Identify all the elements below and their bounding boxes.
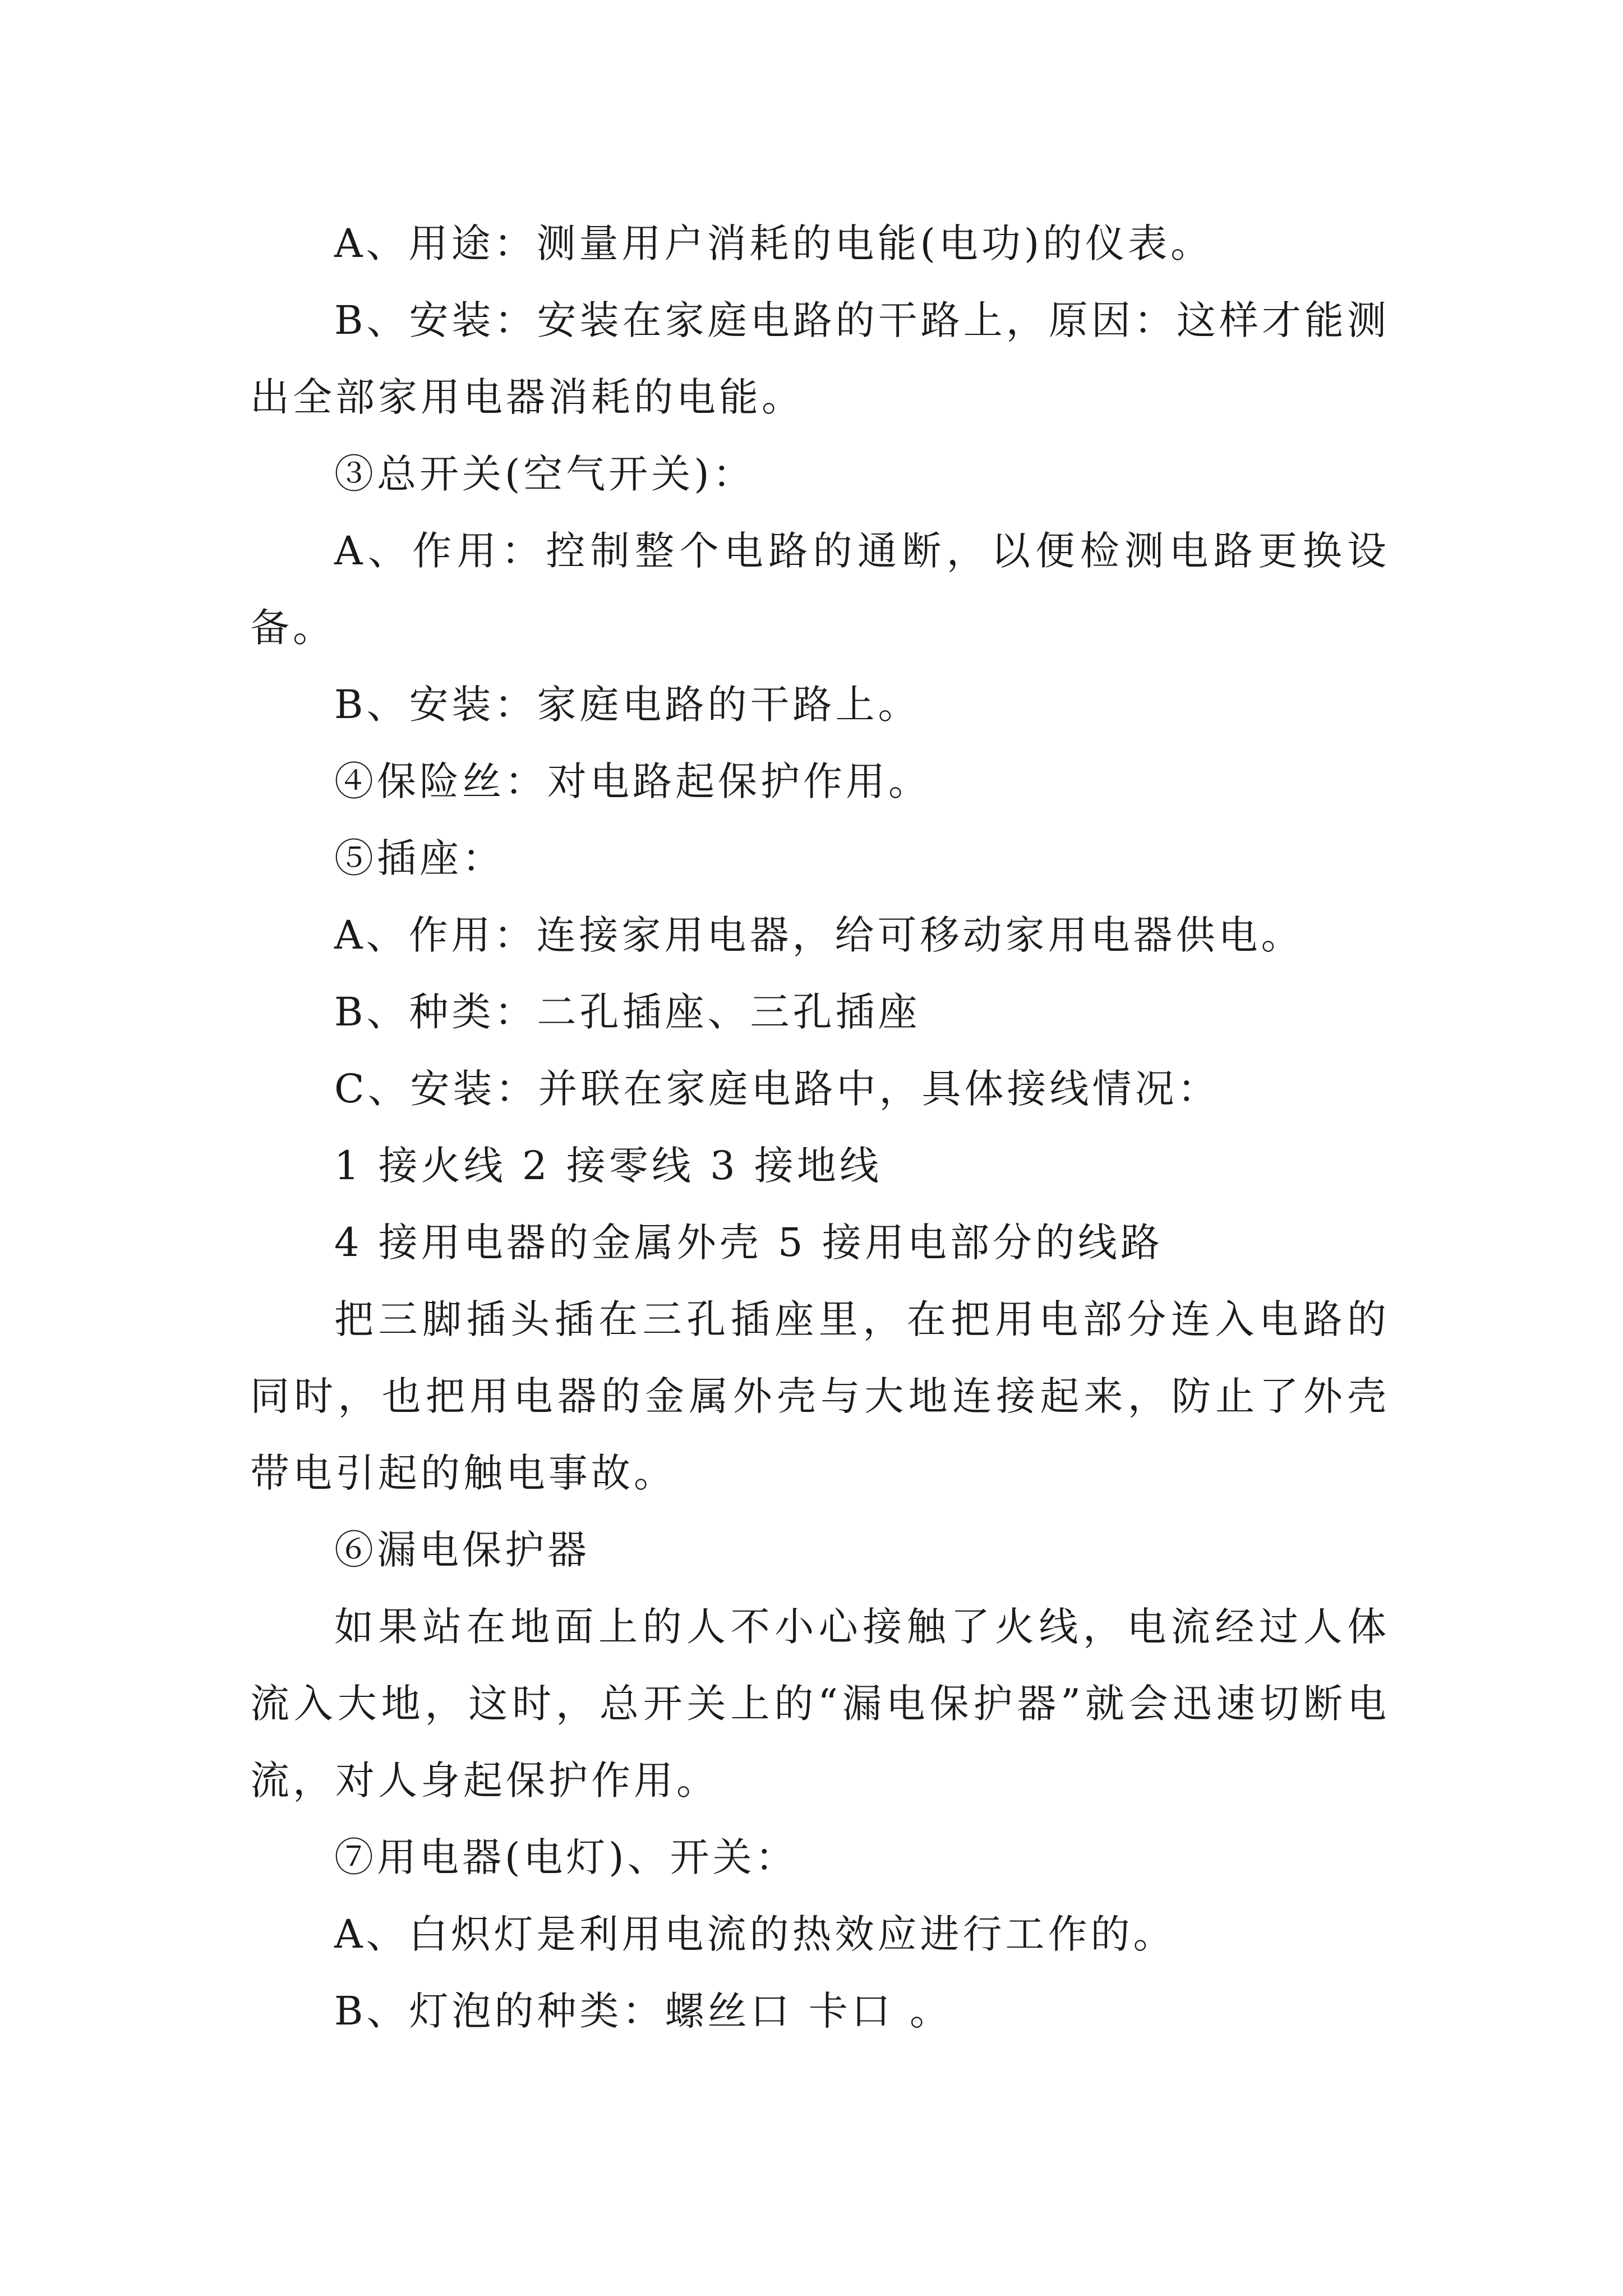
paragraph-meter-install: B、安装：安装在家庭电路的干路上，原因：这样才能测出全部家用电器消耗的电能。 [250, 297, 1390, 420]
heading-socket: ⑤插座： [334, 835, 505, 881]
heading-appliance-switch: ⑦用电器(电灯)、开关： [334, 1834, 798, 1880]
heading-fuse: ④保险丝：对电路起保护作用。 [334, 758, 931, 804]
heading-leakage-protector: ⑥漏电保护器 [334, 1527, 590, 1573]
paragraph-three-pin-plug: 把三脚插头插在三孔插座里，在把用电部分连入电路的同时，也把用电器的金属外壳与大地连接起来，防止了外壳带电引起的触电事故。 [250, 1296, 1390, 1496]
paragraph-meter-purpose: A、用途：测量用户消耗的电能(电功)的仪表。 [334, 220, 1214, 266]
paragraph-leakage-protector: 如果站在地面上的人不小心接触了火线，电流经过人体流入大地，这时，总开关上的“漏电保护器”就会迅速切断电流，对人身起保护作用。 [250, 1604, 1390, 1803]
paragraph-socket-install: C、安装：并联在家庭电路中，具体接线情况： [334, 1066, 1220, 1112]
paragraph-socket-types: B、种类：二孔插座、三孔插座 [334, 989, 921, 1035]
paragraph-wiring-1: 1 接火线 2 接零线 3 接地线 [334, 1143, 882, 1189]
paragraph-switch-install: B、安装：家庭电路的干路上。 [334, 682, 921, 728]
document-body [250, 205, 1390, 2050]
paragraph-switch-function: A、作用：控制整个电路的通断，以便检测电路更换设备。 [250, 528, 1390, 651]
heading-main-switch: ③总开关(空气开关)： [334, 451, 755, 497]
paragraph-socket-function: A、作用：连接家用电器，给可移动家用电器供电。 [334, 912, 1304, 958]
paragraph-bulb-types: B、灯泡的种类：螺丝口 卡口 。 [334, 1988, 952, 2034]
paragraph-incandescent-lamp: A、白炽灯是利用电流的热效应进行工作的。 [334, 1911, 1176, 1957]
paragraph-wiring-2: 4 接用电器的金属外壳 5 接用电部分的线路 [334, 1220, 1163, 1266]
